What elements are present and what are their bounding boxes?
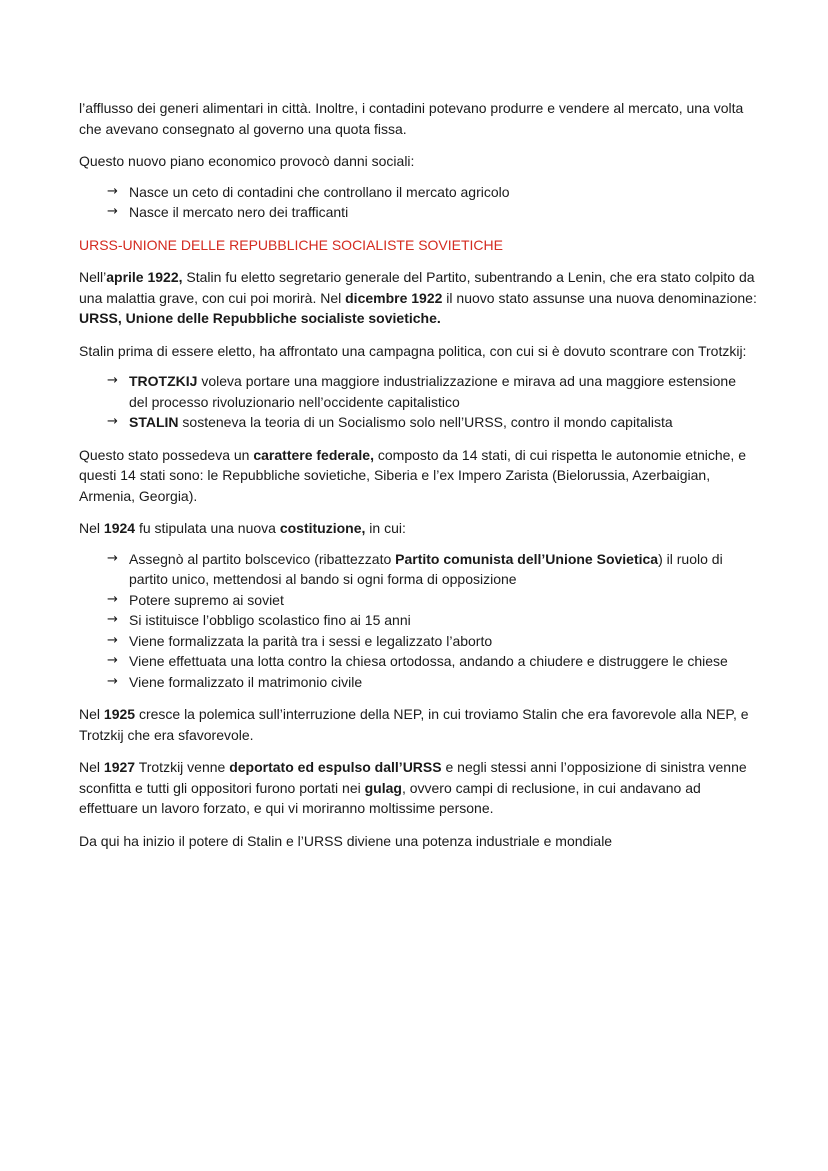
paragraph-8: Nel 1927 Trotzkij venne deportato ed espulso dall’URSS e negli stessi anni l’opposizione di sinistra venne sconfitta e tutti gli oppositori furono portati nei gulag, ovvero campi di reclusione, in cui andavano ad effettuare un lavoro forzato, e qui vi moriranno moltissime persone.	[79, 759, 747, 816]
list-item: → Viene formalizzata la parità tra i sessi e legalizzato l’aborto	[107, 631, 758, 652]
arrow-right-icon: →	[107, 183, 118, 199]
list-item: → Si istituisce l’obbligo scolastico fino ai 15 anni	[107, 610, 758, 631]
arrow-right-icon: →	[107, 632, 118, 648]
paragraph-6: Nel 1924 fu stipulata una nuova costituzione, in cui:	[79, 520, 406, 536]
paragraph-4: Stalin prima di essere eletto, ha affrontato una campagna politica, con cui si è dovuto scontrare con Trotzkij:	[79, 342, 747, 359]
arrow-right-icon: →	[107, 673, 118, 689]
arrow-right-icon: →	[107, 550, 118, 566]
arrow-right-icon: →	[107, 591, 118, 607]
constitution-list	[79, 549, 758, 693]
arrow-right-icon: →	[107, 414, 118, 429]
section-heading: URSS-UNIONE DELLE REPUBBLICHE SOCIALISTE SOVIETICHE	[79, 236, 503, 253]
list-item: → Viene formalizzato il matrimonio civile	[107, 672, 758, 693]
list-item: → Assegnò al partito bolscevico (ribattezzato Partito comunista dell’Unione Sovietica) il ruolo di partito unico, mettendosi al bando si ogni forma di opposizione	[107, 550, 723, 587]
social-damage-list	[79, 182, 758, 223]
list-item: → Potere supremo ai soviet	[107, 590, 758, 611]
paragraph-1: l’afflusso dei generi alimentari in città. Inoltre, i contadini potevano produrre e vendere al mercato, una volta che avevano consegnato al governo una quota fissa.	[79, 100, 744, 137]
paragraph-5: Questo stato possedeva un carattere federale, composto da 14 stati, di cui rispetta le autonomie etniche, e questi 14 stati sono: le Repubbliche sovietiche, Siberia e l’ex Impero Zarista (Bielorussia, Azerbaigian, Armenia, Georgia).	[79, 446, 746, 504]
list-item: → STALIN sosteneva la teoria di un Socialismo solo nell’URSS, contro il mondo capitalista	[107, 412, 758, 433]
paragraph-9: Da qui ha inizio il potere di Stalin e l’URSS diviene una potenza industriale e mondiale	[79, 832, 613, 849]
arrow-right-icon: →	[107, 653, 118, 668]
paragraph-3: Nell’aprile 1922, Stalin fu eletto segretario generale del Partito, subentrando a Lenin, che era stato colpito da una malattia grave, con cui poi morirà. Nel dicembre 1922 il nuovo stato assunse una nuova denominazione: URSS, Unione delle Repubbliche socialiste sovietiche.	[79, 269, 757, 326]
paragraph-2: Questo nuovo piano economico provocò danni sociali:	[79, 153, 415, 169]
list-item: → Viene effettuata una lotta contro la chiesa ortodossa, andando a chiudere e distruggere le chiese	[107, 651, 758, 672]
arrow-right-icon: →	[107, 373, 118, 388]
list-item: → TROTZKIJ voleva portare una maggiore industrializzazione e mirava ad una maggiore estensione del processo rivoluzionario nell’occidente capitalistico	[107, 373, 736, 410]
arrow-right-icon: →	[107, 612, 118, 627]
paragraph-7: Nel 1925 cresce la polemica sull’interruzione della NEP, in cui troviamo Stalin che era favorevole alla NEP, e Trotzkij che era sfavorevole.	[79, 706, 749, 743]
list-item: → Nasce il mercato nero dei trafficanti	[107, 202, 758, 223]
list-item: → Nasce un ceto di contadini che controllano il mercato agricolo	[107, 182, 758, 203]
arrow-right-icon: →	[107, 204, 118, 219]
campaign-list	[79, 371, 758, 433]
